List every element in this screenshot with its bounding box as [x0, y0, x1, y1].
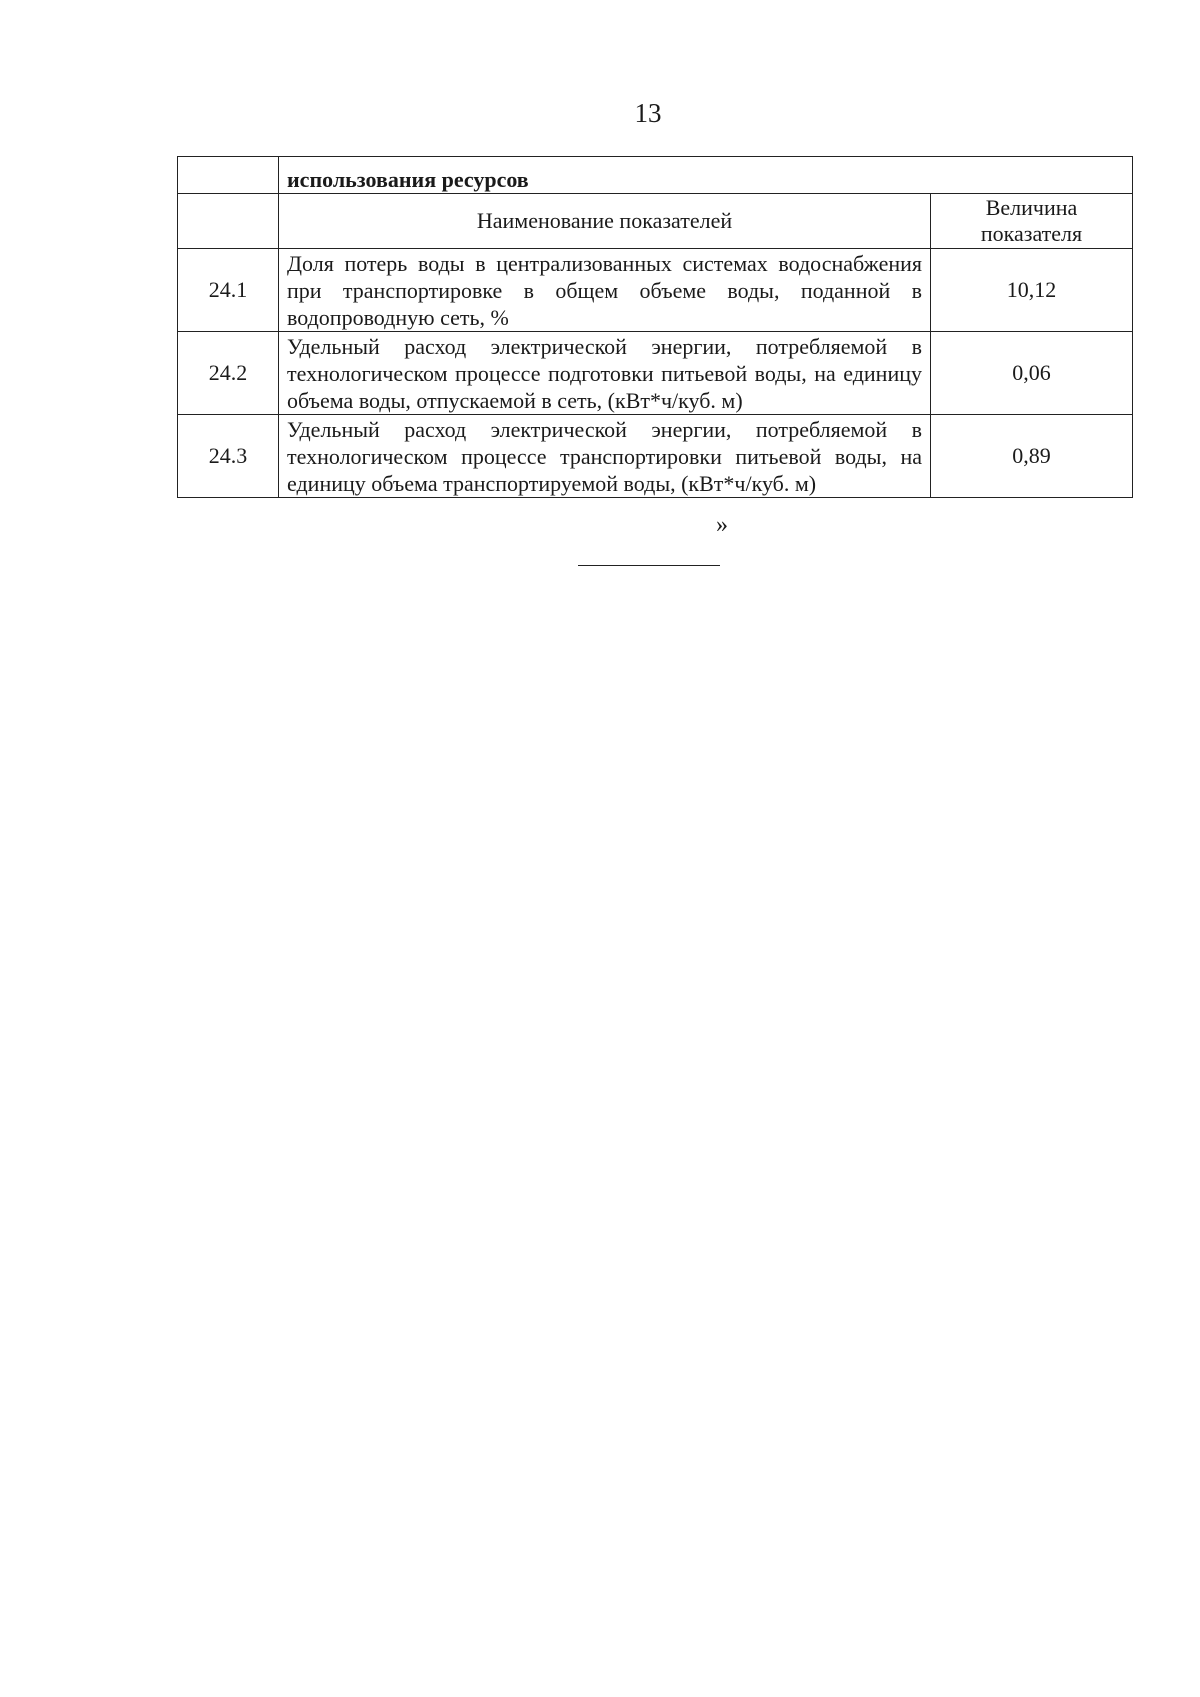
table-section-row	[178, 157, 1133, 194]
row-indicator-value: 10,12	[931, 249, 1133, 332]
row-indicator-value: 0,06	[931, 332, 1133, 415]
header-value: Величина показателя	[931, 194, 1133, 249]
row-indicator-name: Удельный расход электрической энергии, потребляемой в технологическом процессе транспортировки питьевой воды, на единицу объема транспортируемой воды, (кВт*ч/куб. м)	[279, 415, 931, 498]
row-number: 24.3	[178, 415, 279, 498]
table-row	[178, 249, 1133, 332]
header-name: Наименование показателей	[279, 194, 931, 249]
row-indicator-value: 0,89	[931, 415, 1133, 498]
row-number: 24.1	[178, 249, 279, 332]
section-num-cell	[178, 157, 279, 194]
closing-quote: »	[716, 512, 728, 538]
table-row	[178, 415, 1133, 498]
header-num-cell	[178, 194, 279, 249]
table-row	[178, 332, 1133, 415]
row-number: 24.2	[178, 332, 279, 415]
row-indicator-name: Удельный расход электрической энергии, потребляемой в технологическом процессе подготовки питьевой воды, на единицу объема воды, отпускаемой в сеть, (кВт*ч/куб. м)	[279, 332, 931, 415]
indicators-table	[177, 156, 1133, 498]
section-title: использования ресурсов	[279, 157, 1133, 194]
row-indicator-name: Доля потерь воды в централизованных системах водоснабжения при транспортировке в общем объеме воды, поданной в водопроводную сеть, %	[279, 249, 931, 332]
table-header-row	[178, 194, 1133, 249]
page-number: 13	[634, 98, 662, 128]
end-divider	[578, 565, 720, 566]
